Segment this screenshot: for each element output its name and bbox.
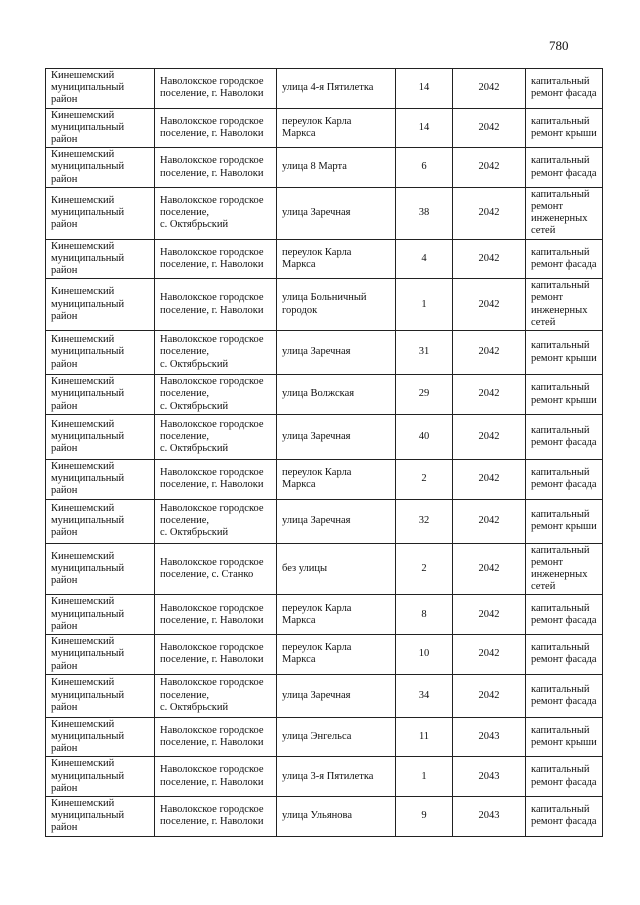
settlement-cell bbox=[155, 187, 277, 239]
house-number-cell-text: 9 bbox=[421, 810, 427, 822]
settlement-cell bbox=[155, 635, 277, 675]
house-number-cell-text: 1 bbox=[421, 298, 427, 310]
street-cell-text: улица Энгельса bbox=[282, 730, 352, 742]
work-type-cell bbox=[526, 69, 603, 109]
work-type-cell bbox=[526, 187, 603, 239]
settlement-cell bbox=[155, 108, 277, 148]
house-number-cell-text: 2 bbox=[421, 562, 427, 574]
year-cell bbox=[453, 187, 526, 239]
street-cell bbox=[277, 331, 396, 375]
work-type-cell bbox=[526, 375, 603, 415]
year-cell-text: 2043 bbox=[478, 810, 500, 822]
house-number-cell bbox=[396, 796, 453, 836]
district-cell-text: Кинешемский муниципальный район bbox=[51, 240, 125, 277]
street-cell-text: переулок Карла Маркса bbox=[282, 602, 352, 626]
street-cell bbox=[277, 108, 396, 148]
settlement-cell bbox=[155, 239, 277, 279]
repair-works-table-body bbox=[46, 69, 603, 837]
year-cell-text: 2042 bbox=[478, 689, 500, 701]
district-cell-text: Кинешемский муниципальный район bbox=[51, 376, 125, 412]
house-number-cell bbox=[396, 69, 453, 109]
year-cell-text: 2042 bbox=[478, 121, 500, 133]
year-cell-text: 2042 bbox=[478, 430, 500, 442]
work-type-cell-text: капитальный ремонт крыши bbox=[531, 508, 597, 533]
district-cell bbox=[46, 148, 155, 188]
district-cell-text: Кинешемский муниципальный район bbox=[51, 718, 125, 755]
street-cell-text: улица 8 Марта bbox=[282, 161, 347, 173]
street-cell-text: улица Заречная bbox=[282, 207, 351, 219]
house-number-cell-text: 1 bbox=[421, 770, 427, 782]
house-number-cell bbox=[396, 187, 453, 239]
work-type-cell bbox=[526, 674, 603, 717]
house-number-cell bbox=[396, 499, 453, 543]
year-cell-text: 2043 bbox=[478, 730, 500, 742]
district-cell-text: Кинешемский муниципальный район bbox=[51, 334, 125, 370]
year-cell bbox=[453, 331, 526, 375]
district-cell bbox=[46, 674, 155, 717]
settlement-cell-text: Наволокское городское поселение, г. Наволоки bbox=[160, 246, 264, 270]
house-number-cell bbox=[396, 239, 453, 279]
house-number-cell bbox=[396, 279, 453, 331]
work-type-cell bbox=[526, 499, 603, 543]
street-cell-text: переулок Карла Маркса bbox=[282, 642, 352, 666]
table-row bbox=[46, 499, 603, 543]
district-cell bbox=[46, 635, 155, 675]
district-cell bbox=[46, 757, 155, 797]
year-cell-text: 2042 bbox=[478, 207, 500, 219]
year-cell bbox=[453, 757, 526, 797]
settlement-cell bbox=[155, 69, 277, 109]
table-row bbox=[46, 239, 603, 279]
street-cell bbox=[277, 69, 396, 109]
street-cell bbox=[277, 674, 396, 717]
work-type-cell bbox=[526, 108, 603, 148]
work-type-cell-text: капитальный ремонт фасада bbox=[531, 246, 597, 270]
house-number-cell-text: 11 bbox=[418, 730, 430, 742]
settlement-cell bbox=[155, 796, 277, 836]
house-number-cell-text: 14 bbox=[418, 82, 430, 94]
house-number-cell-text: 8 bbox=[421, 608, 427, 620]
work-type-cell bbox=[526, 595, 603, 635]
year-cell bbox=[453, 460, 526, 500]
house-number-cell-text: 6 bbox=[421, 161, 427, 173]
house-number-cell-text: 40 bbox=[418, 430, 430, 442]
house-number-cell-text: 31 bbox=[418, 346, 430, 358]
district-cell bbox=[46, 187, 155, 239]
year-cell-text: 2042 bbox=[478, 161, 500, 173]
house-number-cell-text: 10 bbox=[418, 648, 430, 660]
house-number-cell bbox=[396, 375, 453, 415]
street-cell-text: без улицы bbox=[282, 562, 328, 574]
settlement-cell-text: Наволокское городское поселение, г. Наволоки bbox=[160, 804, 264, 828]
district-cell-text: Кинешемский муниципальный район bbox=[51, 149, 125, 185]
work-type-cell bbox=[526, 279, 603, 331]
street-cell bbox=[277, 460, 396, 500]
house-number-cell-text: 14 bbox=[418, 121, 430, 133]
year-cell bbox=[453, 415, 526, 460]
house-number-cell bbox=[396, 460, 453, 500]
table-row bbox=[46, 674, 603, 717]
year-cell bbox=[453, 69, 526, 109]
district-cell-text: Кинешемский муниципальный район bbox=[51, 596, 125, 632]
settlement-cell bbox=[155, 279, 277, 331]
settlement-cell bbox=[155, 543, 277, 595]
work-type-cell-text: капитальный ремонт фасада bbox=[531, 602, 597, 626]
house-number-cell bbox=[396, 635, 453, 675]
district-cell bbox=[46, 717, 155, 757]
house-number-cell bbox=[396, 108, 453, 148]
year-cell bbox=[453, 543, 526, 595]
street-cell-text: улица Ульянова bbox=[282, 810, 353, 822]
settlement-cell bbox=[155, 717, 277, 757]
work-type-cell bbox=[526, 543, 603, 595]
work-type-cell-text: капитальный ремонт фасада bbox=[531, 804, 597, 828]
district-cell-text: Кинешемский муниципальный район bbox=[51, 636, 125, 672]
work-type-cell bbox=[526, 331, 603, 375]
district-cell bbox=[46, 543, 155, 595]
settlement-cell bbox=[155, 595, 277, 635]
district-cell bbox=[46, 415, 155, 460]
table-row bbox=[46, 331, 603, 375]
district-cell-text: Кинешемский муниципальный район bbox=[51, 502, 125, 539]
settlement-cell-text: Наволокское городское поселение, с. Октябрьский bbox=[160, 194, 264, 231]
table-row bbox=[46, 69, 603, 109]
house-number-cell bbox=[396, 415, 453, 460]
house-number-cell-text: 29 bbox=[418, 388, 430, 400]
table-row bbox=[46, 543, 603, 595]
settlement-cell bbox=[155, 499, 277, 543]
work-type-cell bbox=[526, 239, 603, 279]
year-cell bbox=[453, 279, 526, 331]
street-cell-text: переулок Карла Маркса bbox=[282, 246, 352, 270]
year-cell bbox=[453, 375, 526, 415]
work-type-cell-text: капитальный ремонт фасада bbox=[531, 683, 597, 707]
district-cell bbox=[46, 239, 155, 279]
district-cell-text: Кинешемский муниципальный район bbox=[51, 461, 125, 497]
work-type-cell bbox=[526, 148, 603, 188]
district-cell bbox=[46, 108, 155, 148]
district-cell-text: Кинешемский муниципальный район bbox=[51, 70, 125, 106]
settlement-cell bbox=[155, 375, 277, 415]
work-type-cell-text: капитальный ремонт крыши bbox=[531, 115, 597, 139]
district-cell-text: Кинешемский муниципальный район bbox=[51, 758, 125, 794]
settlement-cell-text: Наволокское городское поселение, г. Наволоки bbox=[160, 292, 264, 316]
work-type-cell-text: капитальный ремонт инженерных сетей bbox=[531, 188, 590, 237]
street-cell bbox=[277, 279, 396, 331]
settlement-cell-text: Наволокское городское поселение, г. Наволоки bbox=[160, 642, 264, 666]
work-type-cell-text: капитальный ремонт крыши bbox=[531, 340, 597, 364]
year-cell-text: 2042 bbox=[478, 515, 500, 527]
work-type-cell-text: капитальный ремонт фасада bbox=[531, 76, 597, 100]
settlement-cell-text: Наволокское городское поселение, г. Наволоки bbox=[160, 602, 264, 626]
work-type-cell bbox=[526, 415, 603, 460]
year-cell-text: 2042 bbox=[478, 473, 500, 485]
table-row bbox=[46, 108, 603, 148]
district-cell-text: Кинешемский муниципальный район bbox=[51, 797, 125, 834]
year-cell bbox=[453, 239, 526, 279]
settlement-cell-text: Наволокское городское поселение, г. Наволоки bbox=[160, 467, 264, 491]
house-number-cell bbox=[396, 148, 453, 188]
district-cell bbox=[46, 331, 155, 375]
street-cell-text: улица Заречная bbox=[282, 515, 351, 527]
street-cell-text: улица Заречная bbox=[282, 430, 351, 442]
street-cell bbox=[277, 717, 396, 757]
year-cell-text: 2042 bbox=[478, 252, 500, 264]
district-cell-text: Кинешемский муниципальный район bbox=[51, 418, 125, 455]
district-cell-text: Кинешемский муниципальный район bbox=[51, 109, 125, 146]
work-type-cell-text: капитальный ремонт фасада bbox=[531, 424, 597, 449]
settlement-cell-text: Наволокское городское поселение, с. Октябрьский bbox=[160, 418, 264, 455]
year-cell-text: 2042 bbox=[478, 82, 500, 94]
year-cell-text: 2042 bbox=[478, 346, 500, 358]
table-row bbox=[46, 635, 603, 675]
house-number-cell-text: 4 bbox=[421, 252, 427, 264]
settlement-cell-text: Наволокское городское поселение, с. Станко bbox=[160, 556, 264, 581]
work-type-cell-text: капитальный ремонт крыши bbox=[531, 724, 597, 748]
street-cell-text: переулок Карла Маркса bbox=[282, 115, 352, 139]
district-cell bbox=[46, 595, 155, 635]
table-row bbox=[46, 148, 603, 188]
work-type-cell bbox=[526, 796, 603, 836]
year-cell bbox=[453, 148, 526, 188]
settlement-cell bbox=[155, 331, 277, 375]
year-cell-text: 2042 bbox=[478, 608, 500, 620]
year-cell bbox=[453, 796, 526, 836]
settlement-cell-text: Наволокское городское поселение, с. Октябрьский bbox=[160, 677, 264, 713]
district-cell bbox=[46, 499, 155, 543]
district-cell-text: Кинешемский муниципальный район bbox=[51, 194, 125, 231]
settlement-cell-text: Наволокское городское поселение, с. Октябрьский bbox=[160, 376, 264, 412]
year-cell bbox=[453, 595, 526, 635]
work-type-cell-text: капитальный ремонт крыши bbox=[531, 382, 597, 406]
settlement-cell-text: Наволокское городское поселение, с. Октябрьский bbox=[160, 334, 264, 370]
district-cell bbox=[46, 460, 155, 500]
year-cell-text: 2042 bbox=[478, 562, 500, 574]
house-number-cell bbox=[396, 757, 453, 797]
settlement-cell-text: Наволокское городское поселение, г. Наволоки bbox=[160, 764, 264, 788]
settlement-cell bbox=[155, 148, 277, 188]
house-number-cell-text: 34 bbox=[418, 689, 430, 701]
district-cell bbox=[46, 375, 155, 415]
repair-works-table bbox=[45, 68, 603, 837]
street-cell-text: улица Волжская bbox=[282, 388, 355, 400]
table-row bbox=[46, 187, 603, 239]
street-cell bbox=[277, 148, 396, 188]
street-cell bbox=[277, 543, 396, 595]
table-row bbox=[46, 415, 603, 460]
settlement-cell bbox=[155, 674, 277, 717]
year-cell bbox=[453, 635, 526, 675]
street-cell-text: улица 3-я Пятилетка bbox=[282, 770, 374, 782]
settlement-cell-text: Наволокское городское поселение, г. Наволоки bbox=[160, 155, 264, 179]
settlement-cell-text: Наволокское городское поселение, г. Наволоки bbox=[160, 724, 264, 748]
street-cell bbox=[277, 796, 396, 836]
page-number: 780 bbox=[549, 38, 569, 53]
district-cell-text: Кинешемский муниципальный район bbox=[51, 286, 125, 322]
house-number-cell-text: 38 bbox=[418, 207, 430, 219]
district-cell bbox=[46, 796, 155, 836]
street-cell bbox=[277, 757, 396, 797]
work-type-cell bbox=[526, 717, 603, 757]
table-row bbox=[46, 460, 603, 500]
street-cell bbox=[277, 239, 396, 279]
district-cell-text: Кинешемский муниципальный район bbox=[51, 677, 125, 713]
work-type-cell-text: капитальный ремонт инженерных сетей bbox=[531, 544, 590, 593]
work-type-cell bbox=[526, 460, 603, 500]
house-number-cell bbox=[396, 674, 453, 717]
settlement-cell-text: Наволокское городское поселение, г. Наволоки bbox=[160, 115, 264, 139]
work-type-cell-text: капитальный ремонт фасада bbox=[531, 642, 597, 666]
street-cell bbox=[277, 415, 396, 460]
house-number-cell bbox=[396, 543, 453, 595]
work-type-cell-text: капитальный ремонт фасада bbox=[531, 764, 597, 788]
year-cell-text: 2042 bbox=[478, 298, 500, 310]
street-cell-text: улица Заречная bbox=[282, 346, 351, 358]
street-cell bbox=[277, 187, 396, 239]
house-number-cell bbox=[396, 717, 453, 757]
district-cell bbox=[46, 279, 155, 331]
street-cell-text: переулок Карла Маркса bbox=[282, 467, 352, 491]
work-type-cell-text: капитальный ремонт фасада bbox=[531, 155, 597, 179]
work-type-cell bbox=[526, 635, 603, 675]
house-number-cell-text: 2 bbox=[421, 473, 427, 485]
year-cell-text: 2042 bbox=[478, 388, 500, 400]
work-type-cell bbox=[526, 757, 603, 797]
district-cell bbox=[46, 69, 155, 109]
work-type-cell-text: капитальный ремонт фасада bbox=[531, 467, 597, 491]
settlement-cell bbox=[155, 460, 277, 500]
year-cell bbox=[453, 674, 526, 717]
table-row bbox=[46, 375, 603, 415]
house-number-cell bbox=[396, 595, 453, 635]
street-cell-text: улица Больничный городок bbox=[282, 292, 367, 316]
settlement-cell bbox=[155, 757, 277, 797]
street-cell bbox=[277, 499, 396, 543]
district-cell-text: Кинешемский муниципальный район bbox=[51, 550, 125, 587]
table-row bbox=[46, 757, 603, 797]
year-cell bbox=[453, 108, 526, 148]
year-cell bbox=[453, 499, 526, 543]
table-row bbox=[46, 595, 603, 635]
settlement-cell-text: Наволокское городское поселение, г. Наволоки bbox=[160, 76, 264, 100]
street-cell bbox=[277, 595, 396, 635]
year-cell-text: 2043 bbox=[478, 770, 500, 782]
street-cell bbox=[277, 375, 396, 415]
street-cell-text: улица Заречная bbox=[282, 689, 351, 701]
street-cell-text: улица 4-я Пятилетка bbox=[282, 82, 374, 94]
work-type-cell-text: капитальный ремонт инженерных сетей bbox=[531, 280, 590, 328]
table-row bbox=[46, 796, 603, 836]
settlement-cell bbox=[155, 415, 277, 460]
house-number-cell bbox=[396, 331, 453, 375]
street-cell bbox=[277, 635, 396, 675]
year-cell bbox=[453, 717, 526, 757]
table-row bbox=[46, 717, 603, 757]
table-row bbox=[46, 279, 603, 331]
settlement-cell-text: Наволокское городское поселение, с. Октябрьский bbox=[160, 502, 264, 539]
year-cell-text: 2042 bbox=[478, 648, 500, 660]
house-number-cell-text: 32 bbox=[418, 515, 430, 527]
